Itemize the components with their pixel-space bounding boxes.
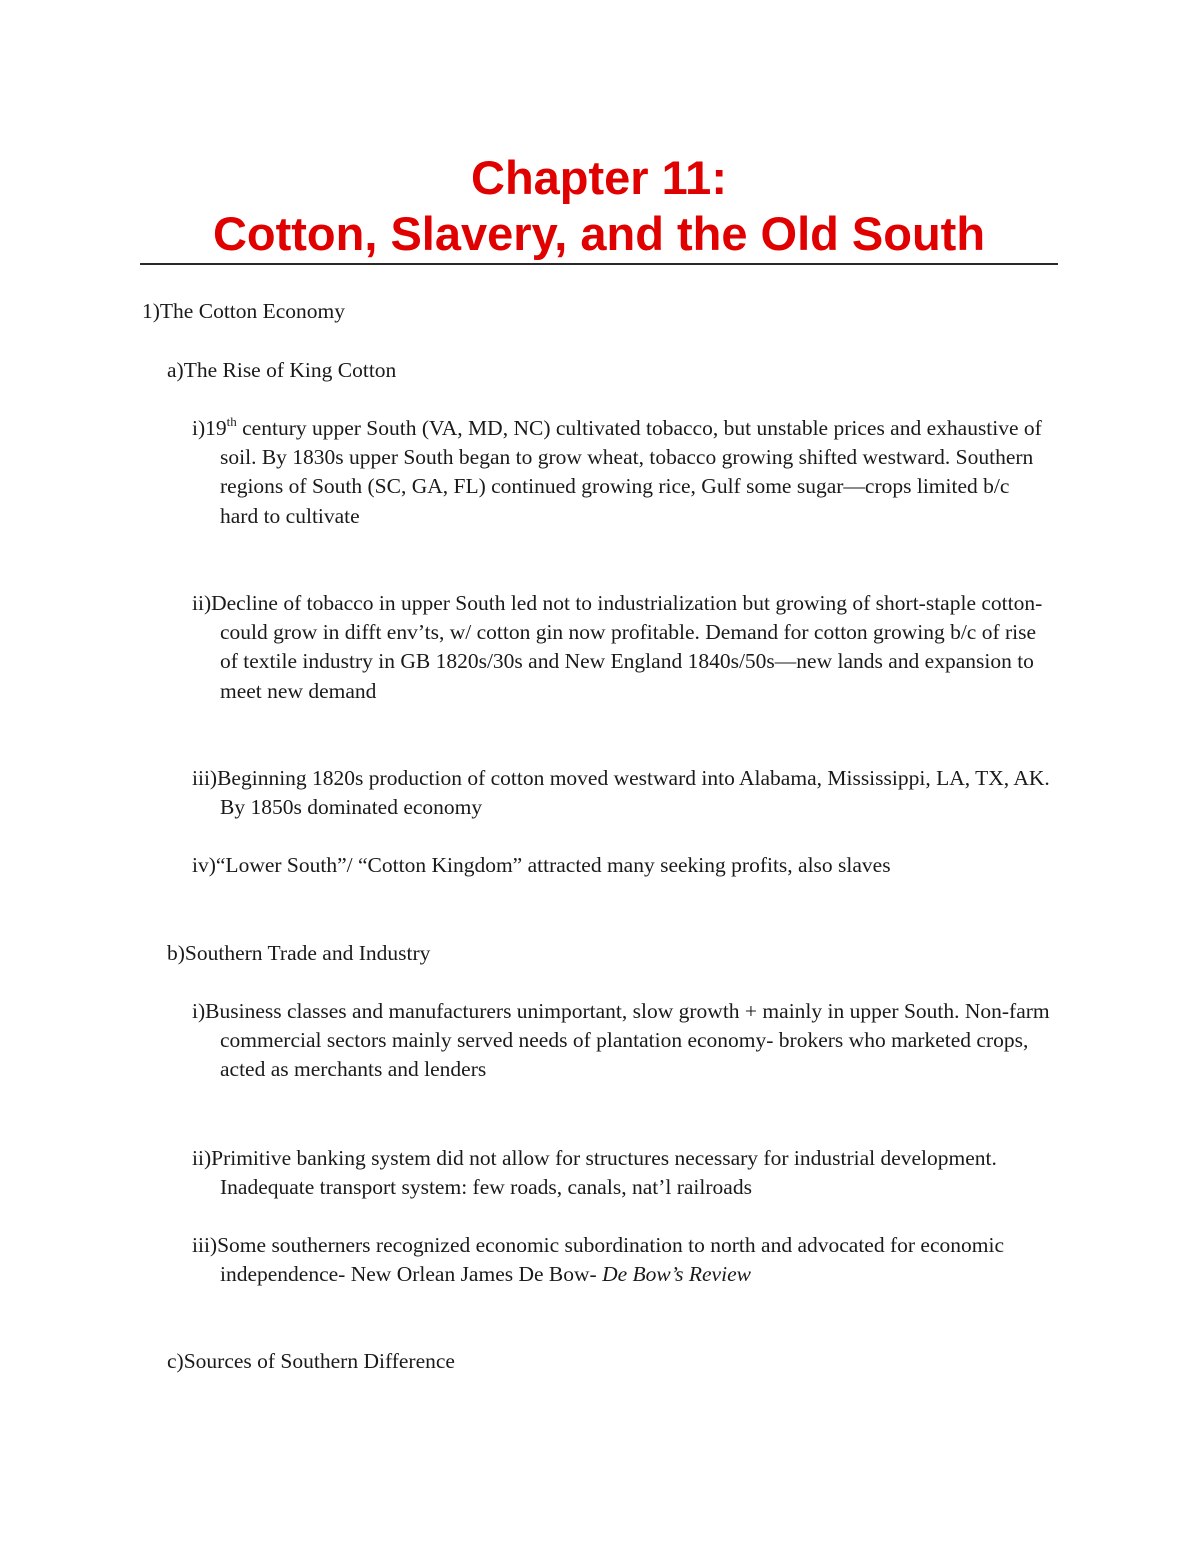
outline-point-b-ii bbox=[192, 1144, 1050, 1202]
ordinal-superscript: th bbox=[226, 414, 237, 429]
outline-point-a-iii bbox=[192, 764, 1050, 822]
publication-title: De Bow’s Review bbox=[602, 1262, 751, 1287]
outline-point-a-ii bbox=[192, 589, 1050, 706]
outline-subheading-a bbox=[167, 356, 396, 385]
outline-text: Some southerners recognized economic subordination to north and advocated for economic independence- New Orlean James De Bow- bbox=[217, 1233, 1004, 1287]
outline-subheading-b bbox=[167, 939, 430, 968]
outline-point-a-i bbox=[192, 414, 1050, 531]
outline-marker: iv) bbox=[192, 853, 216, 877]
outline-marker: c) bbox=[167, 1349, 184, 1373]
outline-text: Decline of tobacco in upper South led not to industrialization but growing of short-staple cotton- could grow in difft env’ts, w/ cotton gin now profitable. Demand for cotton growing b/c of rise of textile industry in GB 1820s/30s and New England 1840s/50s—new lands and expansion to meet new demand bbox=[211, 591, 1043, 703]
outline-text: Southern Trade and Industry bbox=[184, 941, 431, 965]
chapter-title bbox=[140, 150, 1058, 262]
outline-marker: iii) bbox=[192, 766, 218, 790]
outline-text: Beginning 1820s production of cotton moved westward into Alabama, Mississippi, LA, TX, AK. By 1850s dominated economy bbox=[217, 766, 1050, 820]
outline-marker: i) bbox=[192, 999, 206, 1023]
outline-marker: b) bbox=[167, 941, 185, 965]
outline-text-prefix: 19 bbox=[205, 416, 227, 440]
outline-marker: ii) bbox=[192, 1146, 212, 1170]
outline-text: The Cotton Economy bbox=[159, 299, 346, 323]
outline-marker: 1) bbox=[142, 299, 160, 323]
outline-text: Primitive banking system did not allow for structures necessary for industrial development. Inadequate transport system: few roads, canals, nat’l railroads bbox=[211, 1146, 997, 1200]
outline-heading-1 bbox=[142, 297, 345, 326]
chapter-title-line-1: Chapter 11: bbox=[471, 151, 727, 204]
outline-marker: i) bbox=[192, 416, 206, 440]
outline-text: The Rise of King Cotton bbox=[183, 358, 397, 382]
outline-text: century upper South (VA, MD, NC) cultivated tobacco, but unstable prices and exhaustive of soil. By 1830s upper South began to grow wheat, tobacco growing shifted westward. Southern regions of South (SC, GA, FL) continued growing rice, Gulf some sugar—crops limited b/c hard to cultivate bbox=[220, 416, 1042, 528]
outline-point-b-i bbox=[192, 997, 1050, 1085]
outline-marker: ii) bbox=[192, 591, 212, 615]
title-divider bbox=[140, 263, 1058, 265]
outline-text: Business classes and manufacturers unimportant, slow growth + mainly in upper South. Non-farm commercial sectors mainly served needs of plantation economy- brokers who marketed crops, acted as merchants and lenders bbox=[205, 999, 1050, 1082]
chapter-title-line-2: Cotton, Slavery, and the Old South bbox=[212, 207, 986, 260]
outline-point-b-iii bbox=[192, 1231, 1050, 1289]
outline-text: Sources of Southern Difference bbox=[183, 1349, 455, 1373]
outline-point-a-iv bbox=[192, 851, 1050, 880]
outline-marker: a) bbox=[167, 358, 184, 382]
outline-subheading-c bbox=[167, 1347, 455, 1376]
outline-text: “Lower South”/ “Cotton Kingdom” attracted many seeking profits, also slaves bbox=[215, 853, 891, 877]
outline-marker: iii) bbox=[192, 1233, 218, 1257]
